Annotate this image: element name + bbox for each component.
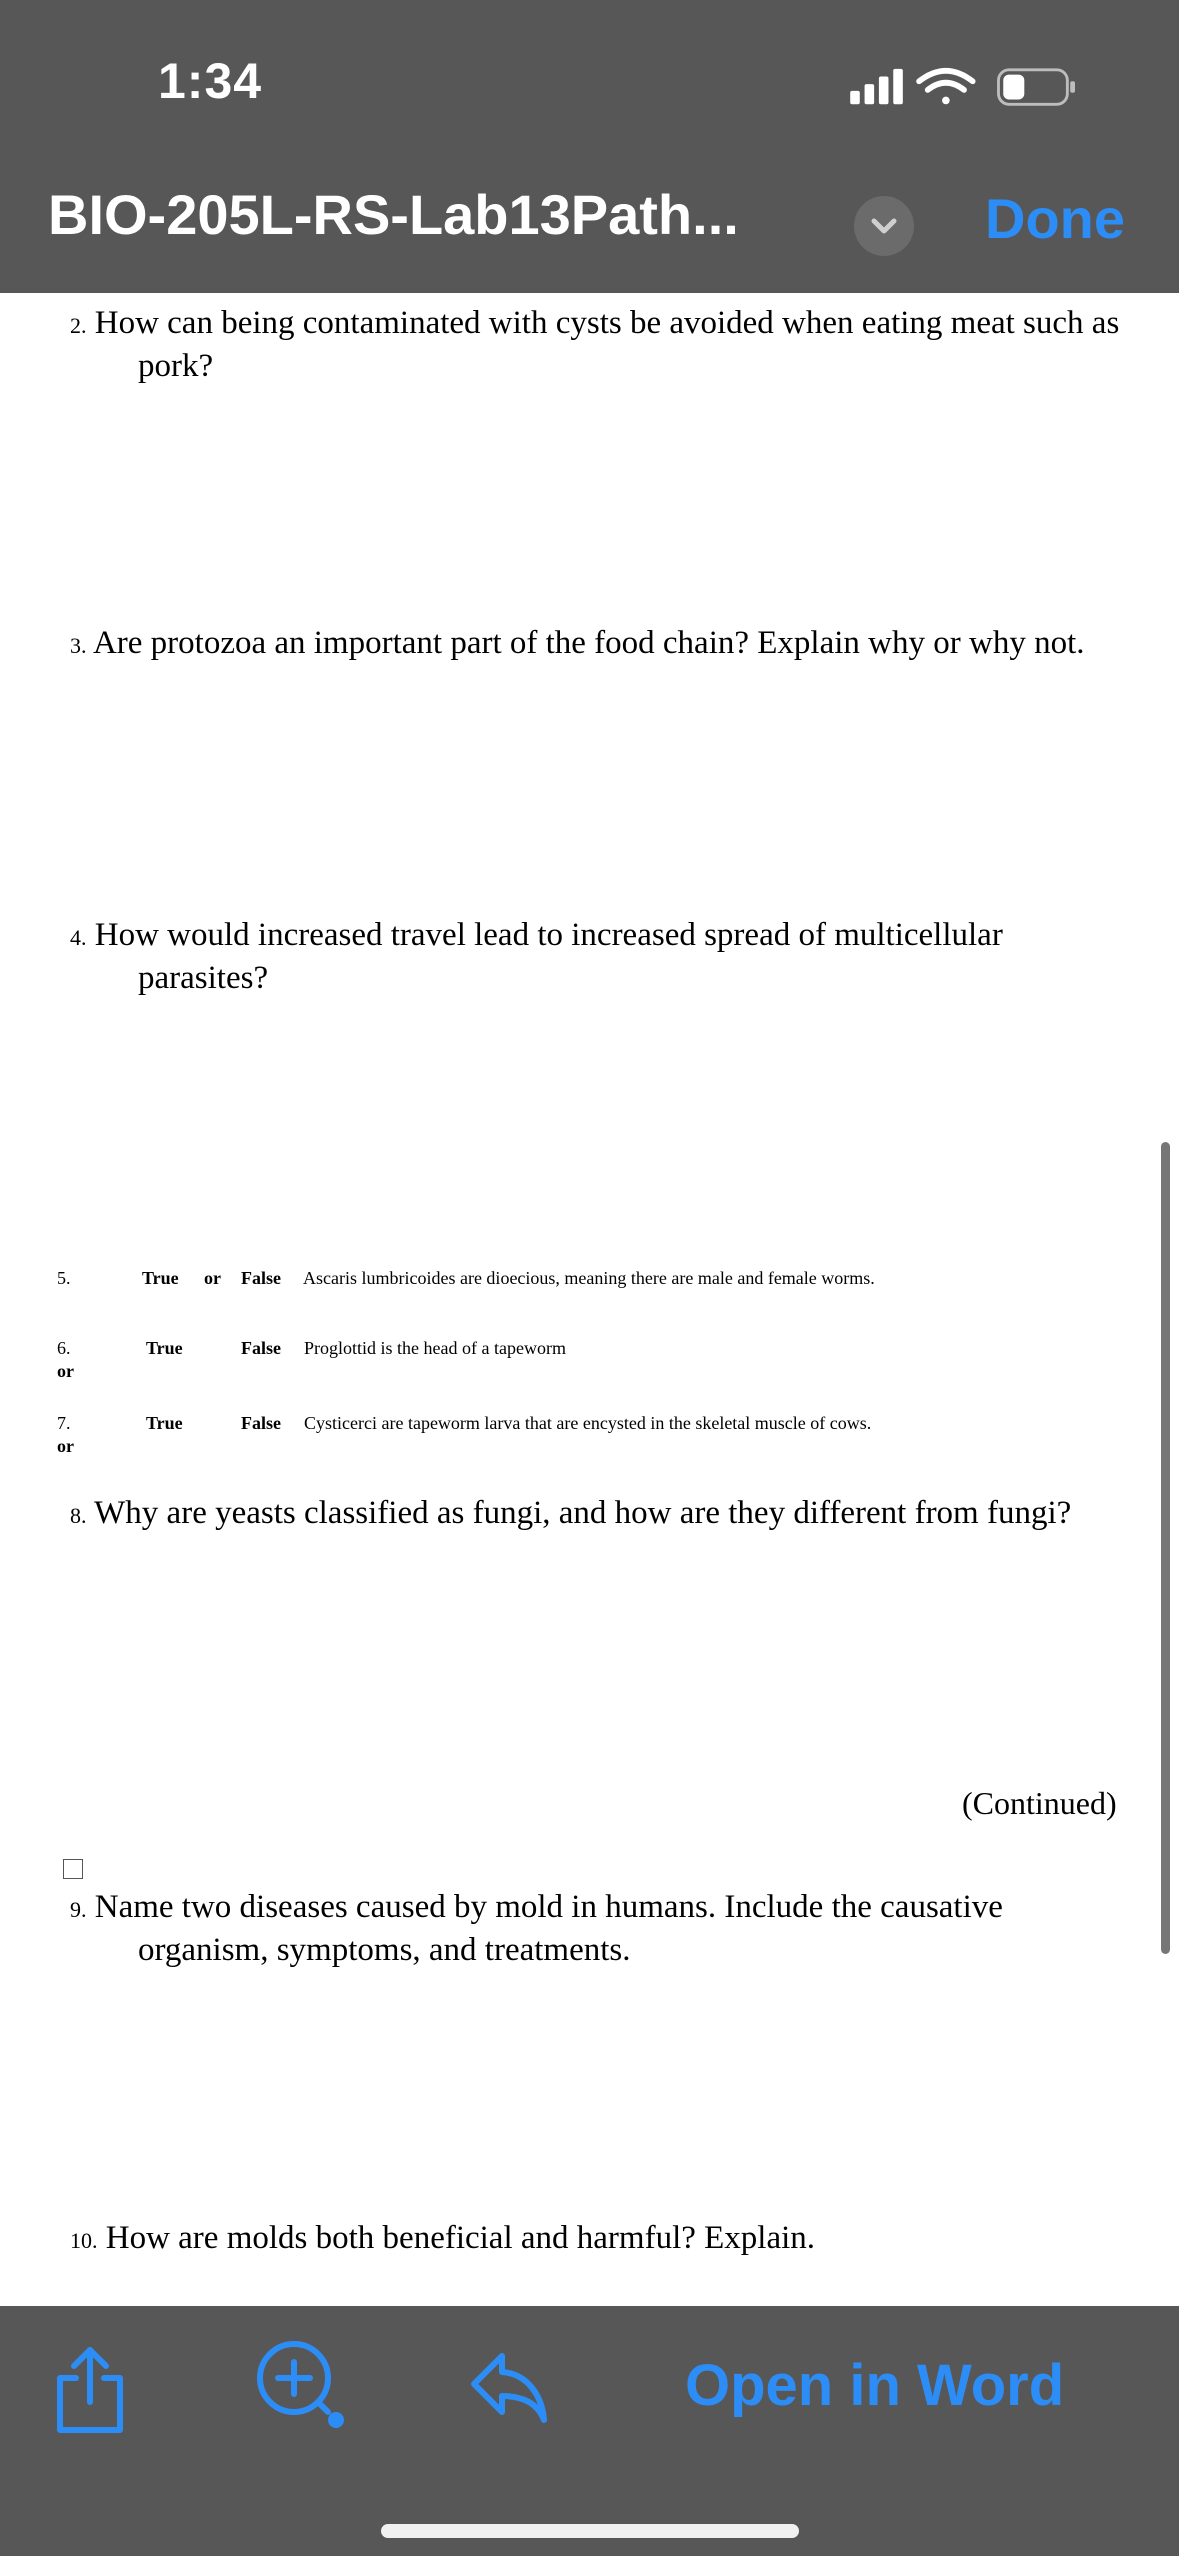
tf-true: True [146, 1338, 183, 1358]
cellular-signal-icon [850, 69, 903, 104]
home-indicator[interactable] [381, 2524, 799, 2538]
reply-icon[interactable] [468, 2350, 550, 2426]
document-title[interactable]: BIO-205L-RS-Lab13Path... [48, 183, 739, 246]
done-button[interactable]: Done [985, 187, 1125, 250]
question-number: 4. [70, 925, 87, 950]
question-text: How would increased travel lead to increased spread of multicellular [94, 917, 1003, 953]
tf-number: 5. [57, 1268, 71, 1288]
vertical-scrollbar[interactable] [1161, 1142, 1170, 1954]
tf-true: True [146, 1413, 183, 1433]
question-2 [70, 303, 1119, 386]
tf-or: or [204, 1268, 221, 1288]
question-text-continued: organism, symptoms, and treatments. [138, 1932, 631, 1968]
question-text: Are protozoa an important part of the food chain? Explain why or why not. [92, 625, 1085, 661]
question-number: 10. [70, 2228, 98, 2253]
question-10 [70, 2218, 815, 2261]
zoom-in-icon[interactable] [252, 2336, 352, 2436]
question-number: 9. [70, 1897, 87, 1922]
share-icon[interactable] [50, 2344, 130, 2436]
document-page[interactable] [0, 293, 1179, 2306]
tf-number: 6. [57, 1338, 71, 1358]
question-8 [70, 1493, 1071, 1536]
tf-false: False [241, 1413, 281, 1433]
question-number: 2. [70, 313, 87, 338]
question-number: 8. [70, 1503, 87, 1528]
question-text: Name two diseases caused by mold in humans. Include the causative [94, 1889, 1003, 1925]
question-text-continued: parasites? [138, 960, 269, 996]
status-bar [0, 0, 1179, 160]
tf-false: False [241, 1338, 281, 1358]
question-3 [70, 623, 1084, 666]
tf-statement: Proglottid is the head of a tapeworm [304, 1338, 566, 1358]
status-icons [845, 66, 1085, 110]
tf-or: or [57, 1361, 74, 1381]
continued-label: (Continued) [962, 1785, 1117, 1821]
question-text: Why are yeasts classified as fungi, and how are they different from fungi? [94, 1495, 1072, 1531]
question-text: How can being contaminated with cysts be avoided when eating meat such as [94, 305, 1120, 341]
tf-statement: Ascaris lumbricoides are dioecious, meaning there are male and female worms. [303, 1268, 875, 1288]
bottom-toolbar [0, 2306, 1179, 2556]
question-9 [70, 1887, 1003, 1970]
tf-or: or [57, 1436, 74, 1456]
checkbox[interactable] [63, 1859, 83, 1879]
tf-statement: Cysticerci are tapeworm larva that are encysted in the skeletal muscle of cows. [304, 1413, 872, 1433]
battery-icon [998, 70, 1075, 104]
question-number: 3. [70, 633, 87, 658]
tf-number: 7. [57, 1413, 71, 1433]
status-time: 1:34 [158, 53, 263, 109]
document-header [0, 160, 1179, 293]
open-in-word-button[interactable]: Open in Word [685, 2353, 1065, 2418]
title-menu-button[interactable] [854, 196, 914, 256]
question-4 [70, 915, 1003, 998]
tf-false: False [241, 1268, 281, 1288]
question-text-continued: pork? [138, 348, 214, 384]
question-text: How are molds both beneficial and harmful? Explain. [105, 2220, 816, 2256]
tf-true: True [142, 1268, 179, 1288]
wifi-icon [919, 71, 973, 104]
chevron-down-icon [854, 196, 914, 256]
